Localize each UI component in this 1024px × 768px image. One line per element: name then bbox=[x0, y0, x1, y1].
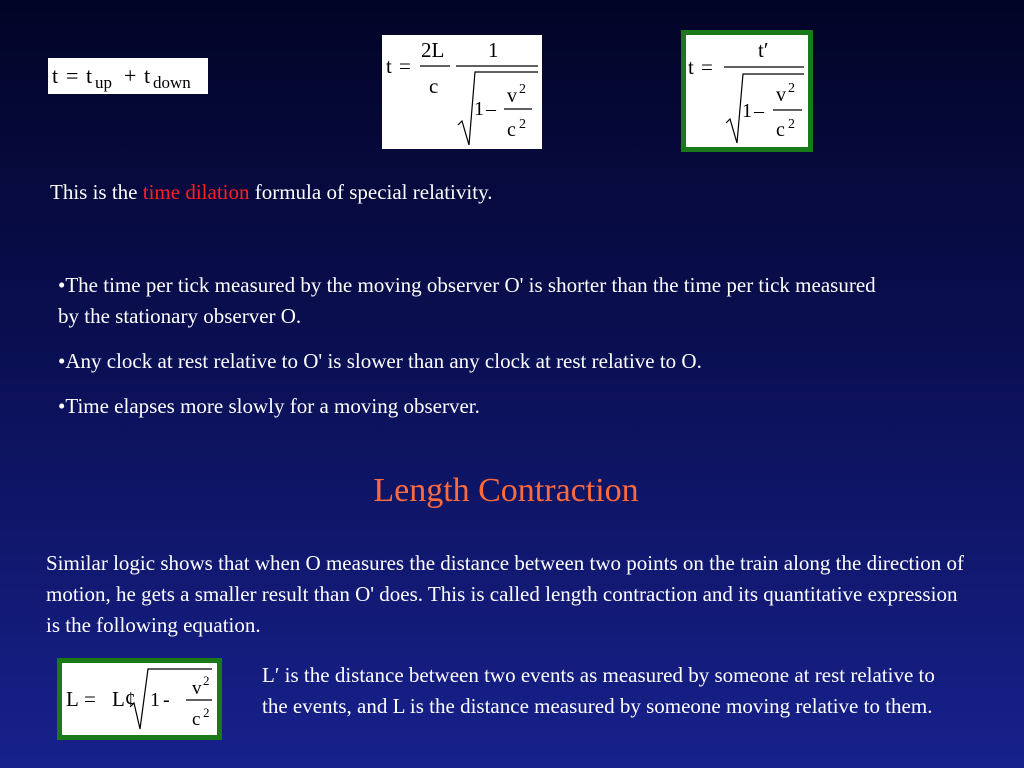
eq4-one: 1 bbox=[150, 689, 160, 711]
caption-pre: This is the bbox=[50, 180, 143, 204]
caption-post: formula of special relativity. bbox=[249, 180, 493, 204]
eq3-numerator-tprime: t′ bbox=[758, 38, 769, 62]
eq3-v-exp: 2 bbox=[788, 81, 795, 96]
note-lprime: L′ bbox=[262, 663, 280, 687]
eq4-lhs: L bbox=[66, 687, 79, 711]
eq1-plus: + bbox=[124, 63, 137, 88]
eq3-lhs: t bbox=[688, 55, 694, 79]
eq2-numerator-2l: 2L bbox=[421, 38, 445, 62]
note-text: is the distance between two events as measured by someone at rest relative to the events, and L is the distance measured by someone moving relative to them. bbox=[262, 663, 935, 718]
eq2-equals: = bbox=[399, 54, 411, 78]
eq2-minus: – bbox=[486, 98, 496, 120]
equation-time-stationary bbox=[382, 35, 542, 149]
eq2-v-exp: 2 bbox=[519, 82, 526, 97]
time-dilation-caption bbox=[50, 180, 492, 205]
bullet-item-2: •Any clock at rest relative to O' is slower than any clock at rest relative to O. bbox=[58, 349, 702, 373]
eq3-equals: = bbox=[701, 55, 713, 79]
eq2-c: c bbox=[507, 119, 516, 141]
eq2-c-exp: 2 bbox=[519, 117, 526, 132]
caption-highlight: time dilation bbox=[142, 180, 250, 204]
eq3-minus: – bbox=[754, 100, 764, 122]
eq2-v: v bbox=[507, 85, 517, 107]
eq4-lprime: L¢ bbox=[112, 687, 136, 711]
section-heading: Length Contraction bbox=[373, 472, 639, 509]
eq4-c: c bbox=[192, 709, 201, 730]
eq3-c: c bbox=[776, 119, 785, 141]
eq2-lhs: t bbox=[386, 54, 392, 78]
eq3-v: v bbox=[776, 84, 786, 106]
eq2-numerator-1: 1 bbox=[488, 38, 499, 62]
length-definition-note bbox=[262, 660, 962, 722]
eq4-equals: = bbox=[84, 687, 96, 711]
bullet-item-1: •The time per tick measured by the moving observer O' is shorter than the time per tick measured by the stationary observer O. bbox=[58, 273, 876, 328]
eq1-t-down: t bbox=[144, 63, 151, 88]
eq1-equals: = bbox=[66, 63, 79, 88]
eq4-v: v bbox=[192, 678, 202, 699]
eq1-sub-up: up bbox=[95, 73, 112, 92]
length-contraction-paragraph: Similar logic shows that when O measures the distance between two points on the train along the direction of motion, he gets a smaller result than O' does. This is called length contraction and its quantitative expression is the following equation. bbox=[46, 551, 964, 637]
eq2-one: 1 bbox=[474, 98, 484, 120]
eq3-c-exp: 2 bbox=[788, 117, 795, 132]
eq4-minus: - bbox=[163, 689, 170, 711]
eq4-v-exp: 2 bbox=[203, 673, 210, 688]
equation-total-time bbox=[48, 58, 208, 94]
eq1-lhs: t bbox=[52, 63, 59, 88]
bullet-item-3: •Time elapses more slowly for a moving observer. bbox=[58, 394, 480, 418]
eq4-c-exp: 2 bbox=[203, 705, 210, 720]
eq1-sub-down: down bbox=[153, 73, 191, 92]
equation-length-contraction bbox=[57, 658, 222, 740]
equation-time-dilation bbox=[681, 30, 813, 152]
eq2-denominator-c: c bbox=[429, 74, 439, 98]
eq1-t-up: t bbox=[86, 63, 93, 88]
eq3-one: 1 bbox=[742, 100, 752, 122]
bullet-list bbox=[58, 270, 888, 436]
